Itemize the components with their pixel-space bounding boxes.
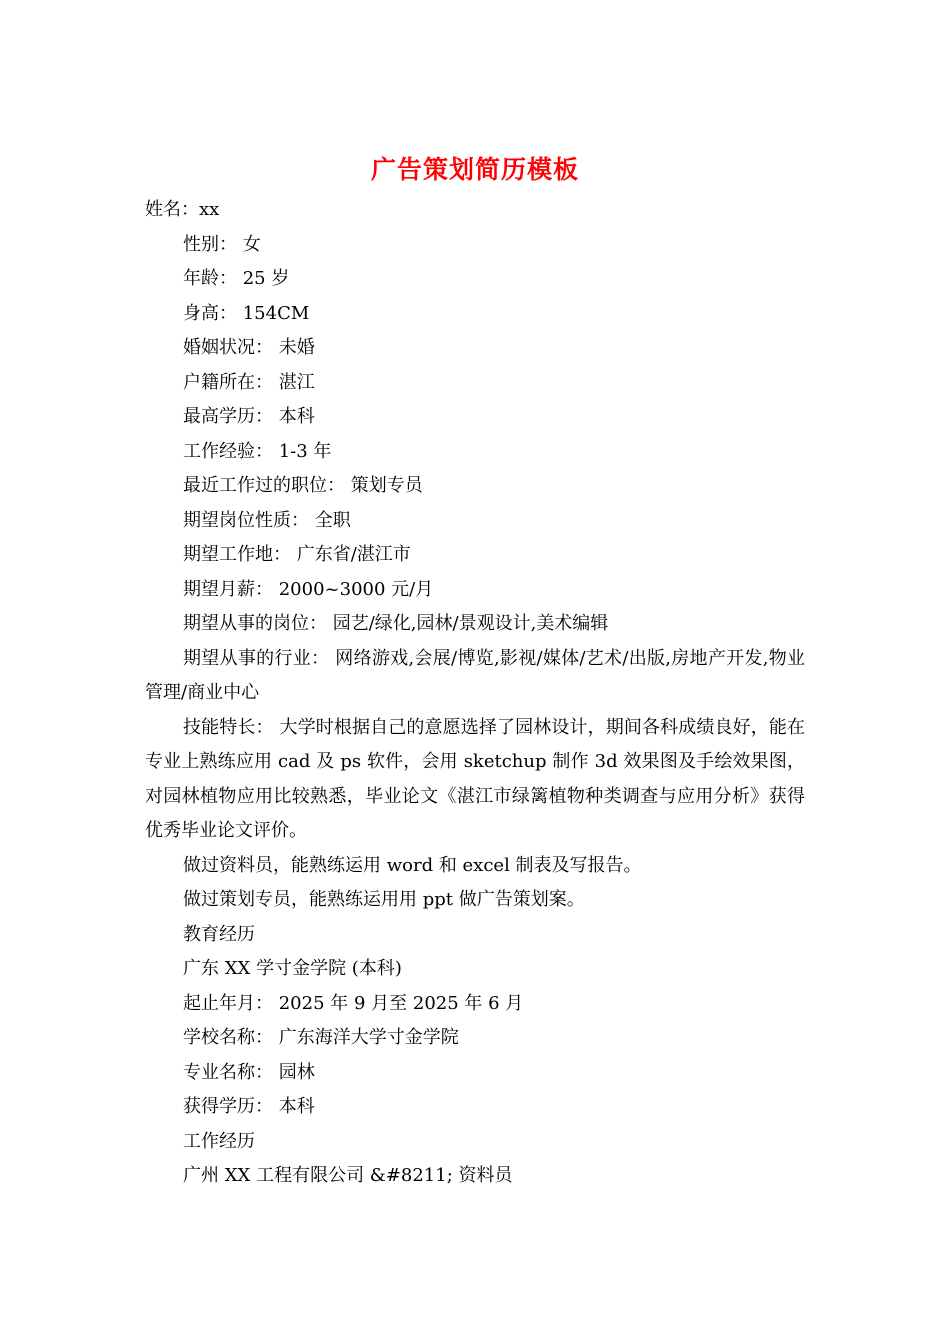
resume-body	[145, 193, 805, 1194]
work-heading: 工作经历	[183, 1130, 255, 1152]
field-age: 年龄： 25 岁	[183, 268, 290, 289]
skill-line-2: 做过资料员，能熟练运用 word 和 excel 制表及写报告。	[183, 854, 642, 876]
skill-line-3: 做过策划专员，能熟练运用用 ppt 做广告策划案。	[183, 889, 585, 910]
field-height: 身高： 154CM	[183, 302, 310, 324]
education-period: 起止年月： 2025 年 9 月至 2025 年 6 月	[183, 992, 524, 1014]
field-job-nature: 期望岗位性质： 全职	[183, 509, 351, 531]
field-hukou: 户籍所在： 湛江	[183, 371, 315, 393]
education-major: 专业名称： 园林	[183, 1061, 315, 1083]
education-heading: 教育经历	[183, 923, 255, 945]
field-name: 姓名：xx	[145, 199, 220, 220]
education-school-name: 学校名称： 广东海洋大学寸金学院	[183, 1027, 459, 1048]
education-degree: 获得学历： 本科	[183, 1096, 315, 1117]
field-expected-industry: 期望从事的行业： 网络游戏,会展/博览,影视/媒体/艺术/出版,房地产开发,物业管理/商业中心	[145, 647, 805, 703]
work-company-line: 广州 XX 工程有限公司 &#8211; 资料员	[183, 1165, 513, 1186]
field-expected-position: 期望从事的岗位： 园艺/绿化,园林/景观设计,美术编辑	[183, 613, 609, 634]
field-work-experience: 工作经验： 1-3 年	[183, 440, 332, 462]
document-title: 广告策划简历模板	[370, 155, 579, 184]
education-school-line: 广东 XX 学寸金学院 (本科)	[183, 958, 402, 979]
field-gender: 性别： 女	[183, 233, 261, 255]
field-expected-salary: 期望月薪： 2000~3000 元/月	[183, 578, 434, 600]
field-education-level: 最高学历： 本科	[183, 406, 315, 427]
field-recent-position: 最近工作过的职位： 策划专员	[183, 475, 423, 496]
field-skills: 技能特长： 大学时根据自己的意愿选择了园林设计，期间各科成绩良好，能在专业上熟练应用 cad 及 ps 软件，会用 sketchup 制作 3d 效果图及手绘效果图，对园林植物应用比较熟悉，毕业论文《湛江市绿篱植物种类调查与应用分析》获得优秀毕业论文评价。	[145, 716, 805, 841]
field-marital-status: 婚姻状况： 未婚	[183, 337, 315, 358]
field-expected-location: 期望工作地： 广东省/湛江市	[183, 544, 411, 565]
